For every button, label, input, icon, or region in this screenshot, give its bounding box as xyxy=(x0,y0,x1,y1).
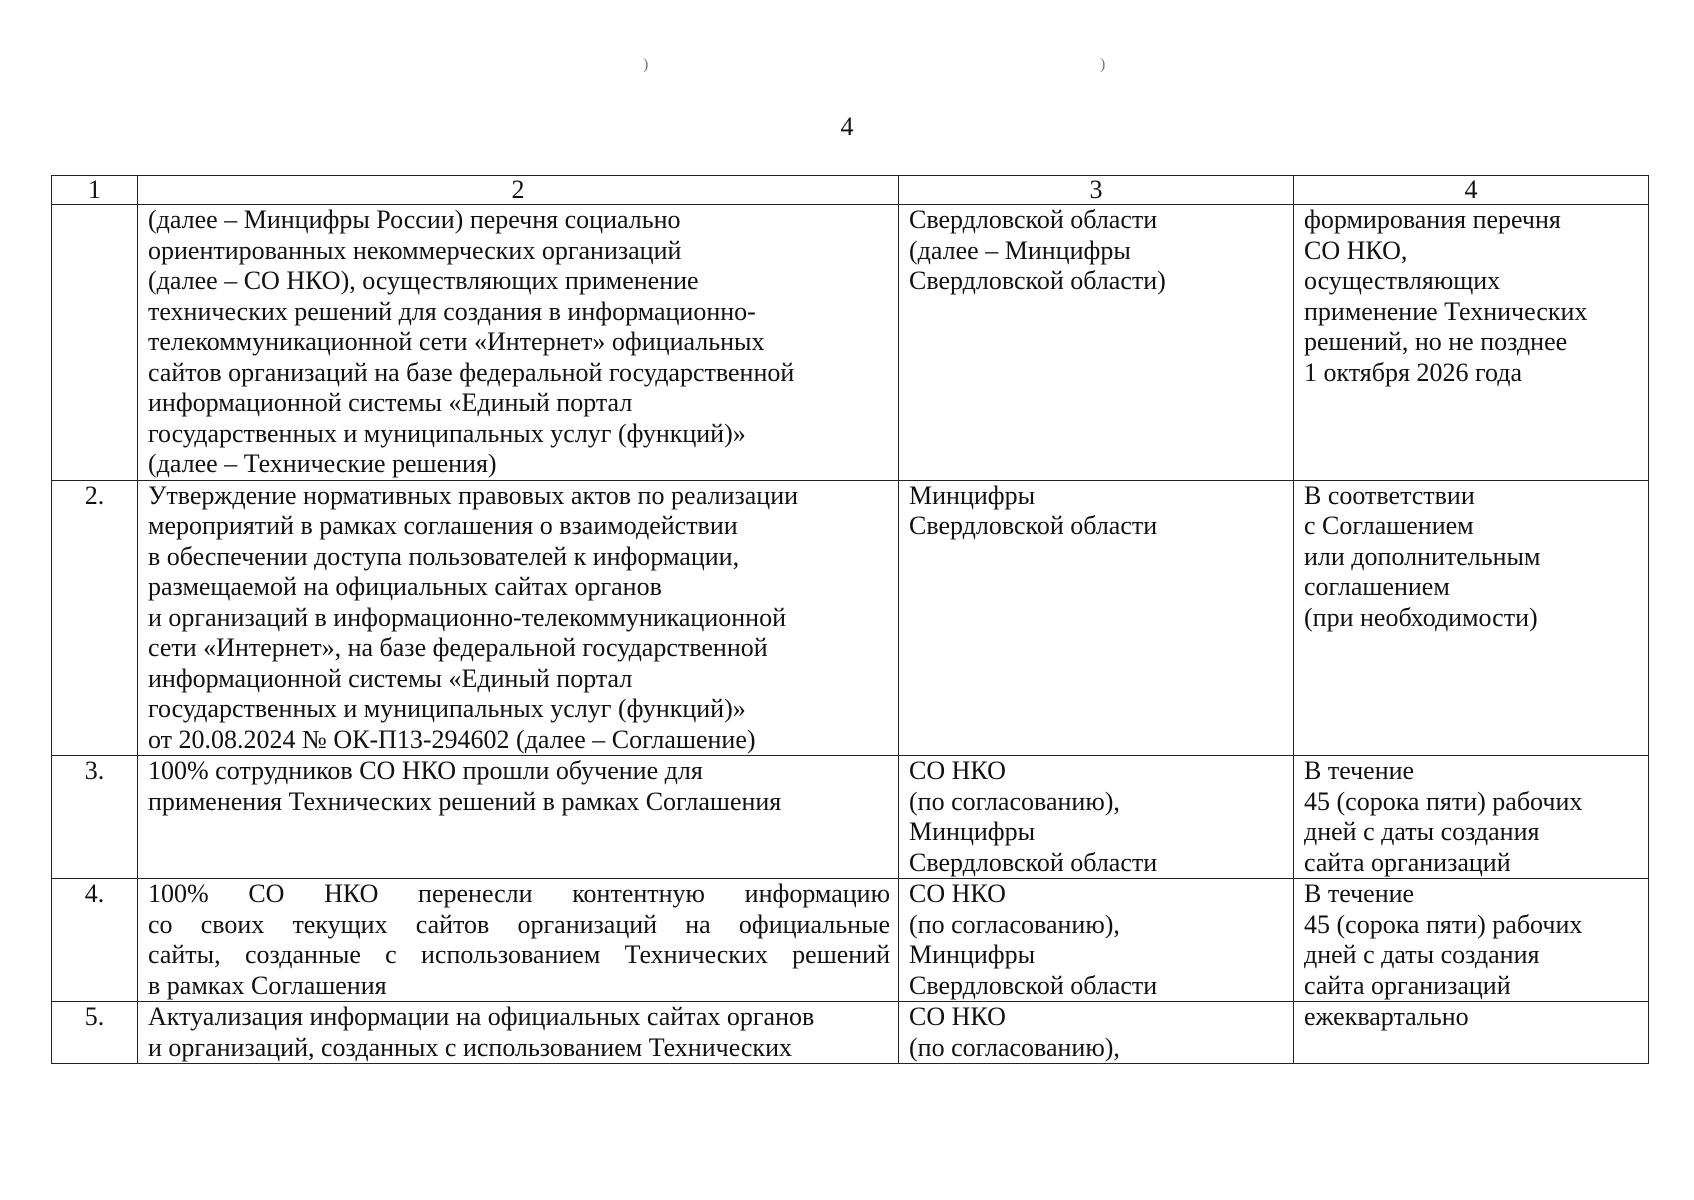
task-line: сайты, созданные с использованием Технических решений xyxy=(148,940,890,969)
task-cell: Утверждение нормативных правовых актов по реализации мероприятий в рамках соглашения о взаимодействии в обеспечении доступа пользователей к информации, размещаемой на официальных сайтах органов и организаций в информационно-телекоммуникационной сети «Интернет», на базе федеральной государственной информационной системы «Единый портал государственных и муниципальных услуг (функций)» от 20.08.2024 № ОК-П13-294602 (далее – Соглашение) xyxy=(138,480,899,756)
task-line: со своих текущих сайтов организаций на официальные xyxy=(148,909,890,939)
column-header-2: 2 xyxy=(138,176,899,205)
table-row xyxy=(52,205,1649,481)
column-header-4: 4 xyxy=(1294,176,1649,205)
deadline-cell: В течение 45 (сорока пяти) рабочих дней с даты создания сайта организаций xyxy=(1294,756,1649,879)
deadline-cell: В соответствии с Соглашением или дополнительным соглашением (при необходимости) xyxy=(1294,480,1649,756)
deadline-cell: ежеквартально xyxy=(1294,1002,1649,1064)
task-line: в рамках Соглашения xyxy=(148,970,387,1000)
task-cell: Актуализация информации на официальных сайтах органов и организаций, созданных с использованием Технических xyxy=(138,1002,899,1064)
deadline-cell: В течение 45 (сорока пяти) рабочих дней с даты создания сайта организаций xyxy=(1294,879,1649,1002)
table-row xyxy=(52,879,1649,1002)
responsible-cell: Свердловской области (далее – Минцифры Свердловской области) xyxy=(899,205,1294,481)
responsible-cell: СО НКО (по согласованию), Минцифры Свердловской области xyxy=(899,756,1294,879)
table-header-row xyxy=(52,176,1649,205)
plan-table xyxy=(51,175,1649,1064)
page-number: 4 xyxy=(840,112,854,141)
row-number: 5. xyxy=(52,1002,138,1064)
table-row xyxy=(52,480,1649,756)
responsible-cell: СО НКО (по согласованию), xyxy=(899,1002,1294,1064)
column-header-1: 1 xyxy=(52,176,138,205)
responsible-cell: Минцифры Свердловской области xyxy=(899,480,1294,756)
row-number xyxy=(52,205,138,481)
scan-mark-left: ) xyxy=(643,56,649,73)
row-number: 3. xyxy=(52,756,138,879)
task-line: 100% СО НКО перенесли контентную информацию xyxy=(148,879,890,908)
task-cell: 100% сотрудников СО НКО прошли обучение для применения Технических решений в рамках Соглашения xyxy=(138,756,899,879)
row-number: 4. xyxy=(52,879,138,1002)
table-row xyxy=(52,1002,1649,1064)
column-header-3: 3 xyxy=(899,176,1294,205)
task-cell xyxy=(138,879,899,1002)
row-number: 2. xyxy=(52,480,138,756)
deadline-cell: формирования перечня СО НКО, осуществляющих применение Технических решений, но не позднее 1 октября 2026 года xyxy=(1294,205,1649,481)
responsible-cell: СО НКО (по согласованию), Минцифры Свердловской области xyxy=(899,879,1294,1002)
table-row xyxy=(52,756,1649,879)
task-cell: (далее – Минцифры России) перечня социально ориентированных некоммерческих организаций (далее – СО НКО), осуществляющих применение технических решений для создания в информационно- телекоммуникационной сети «Интернет» официальных сайтов организаций на базе федеральной государственной информационной системы «Единый портал государственных и муниципальных услуг (функций)» (далее – Технические решения) xyxy=(138,205,899,481)
scan-mark-right: ) xyxy=(1100,56,1106,73)
